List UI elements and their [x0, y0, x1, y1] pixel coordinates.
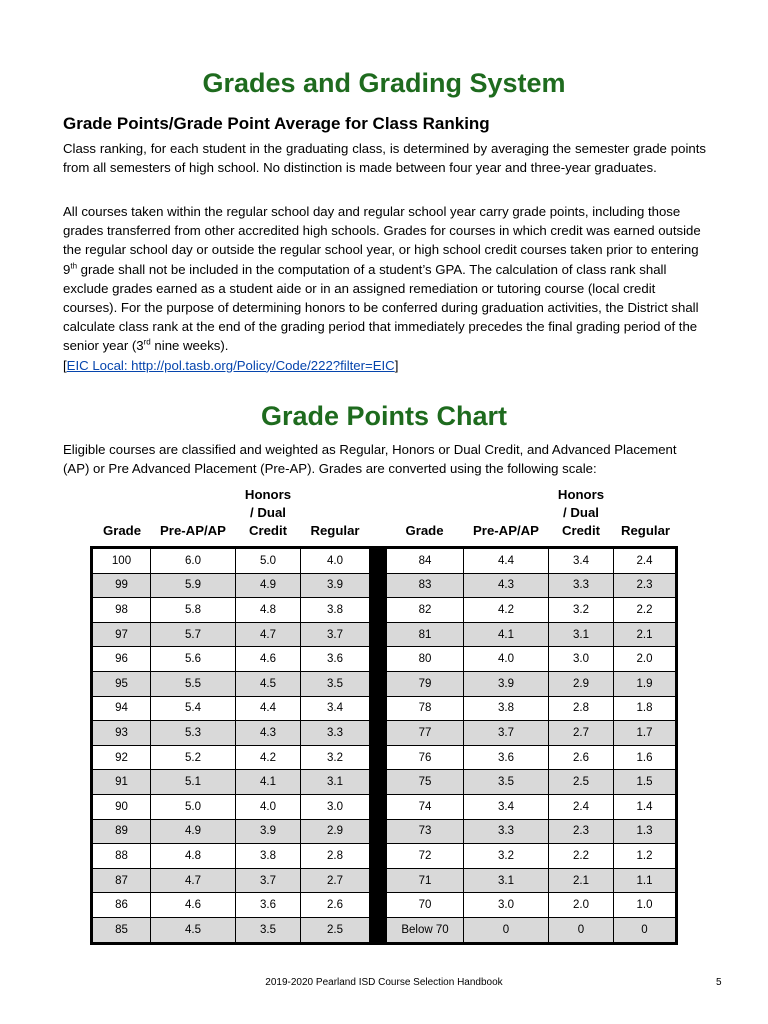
regular-cell: 1.5 — [614, 770, 677, 795]
grade-cell: 92 — [92, 745, 151, 770]
preap-cell: 3.9 — [464, 671, 549, 696]
table-divider — [370, 868, 387, 893]
preap-cell: 5.1 — [151, 770, 236, 795]
table-divider — [370, 671, 387, 696]
regular-cell: 1.3 — [614, 819, 677, 844]
table-row — [92, 622, 677, 647]
regular-cell: 3.3 — [301, 721, 370, 746]
paragraph-text: All courses taken within the regular school day and regular school year carry grade points, including those grades transferred from other accredited high schools. Grades for courses in which credit was earned outside the regular school day or outside the regular school year, or high school credit courses taken prior to entering 9 — [63, 204, 701, 277]
regular-cell: 1.6 — [614, 745, 677, 770]
regular-cell: 4.0 — [301, 548, 370, 574]
honors-cell: 3.1 — [549, 622, 614, 647]
preap-cell: 4.6 — [151, 893, 236, 918]
grade-cell: 94 — [92, 696, 151, 721]
grade-points-table — [90, 546, 678, 945]
table-row — [92, 696, 677, 721]
regular-cell: 3.4 — [301, 696, 370, 721]
regular-cell: 2.0 — [614, 647, 677, 672]
grade-table-body — [92, 548, 677, 944]
table-divider — [370, 917, 387, 943]
grade-cell: 97 — [92, 622, 151, 647]
honors-cell: 2.3 — [549, 819, 614, 844]
honors-cell: 3.6 — [236, 893, 301, 918]
preap-cell: 4.9 — [151, 819, 236, 844]
preap-cell: 4.7 — [151, 868, 236, 893]
honors-cell: 3.9 — [236, 819, 301, 844]
grade-cell: 85 — [92, 917, 151, 943]
grade-cell: 79 — [387, 671, 464, 696]
grade-cell: 98 — [92, 598, 151, 623]
table-divider — [370, 745, 387, 770]
grade-cell: 72 — [387, 844, 464, 869]
grade-cell: 86 — [92, 893, 151, 918]
honors-cell: 2.6 — [549, 745, 614, 770]
preap-cell: 4.5 — [151, 917, 236, 943]
regular-cell: 2.5 — [301, 917, 370, 943]
preap-cell: 5.8 — [151, 598, 236, 623]
table-row — [92, 819, 677, 844]
honors-cell: 2.5 — [549, 770, 614, 795]
grade-cell: 75 — [387, 770, 464, 795]
page-title: Grades and Grading System — [202, 68, 566, 98]
grade-cell: 100 — [92, 548, 151, 574]
grade-cell: 93 — [92, 721, 151, 746]
table-divider — [370, 721, 387, 746]
preap-cell: 5.2 — [151, 745, 236, 770]
table-divider — [370, 770, 387, 795]
grade-cell: 91 — [92, 770, 151, 795]
honors-cell: 2.8 — [549, 696, 614, 721]
preap-cell: 0 — [464, 917, 549, 943]
preap-cell: 5.5 — [151, 671, 236, 696]
preap-cell: 6.0 — [151, 548, 236, 574]
honors-cell: 4.7 — [236, 622, 301, 647]
grade-cell: 76 — [387, 745, 464, 770]
preap-cell: 3.5 — [464, 770, 549, 795]
header-regular: Regular — [620, 523, 671, 538]
honors-cell: 2.4 — [549, 794, 614, 819]
regular-cell: 2.8 — [301, 844, 370, 869]
table-divider — [370, 573, 387, 598]
regular-cell: 2.4 — [614, 548, 677, 574]
regular-cell: 1.2 — [614, 844, 677, 869]
preap-cell: 5.7 — [151, 622, 236, 647]
grade-cell: 90 — [92, 794, 151, 819]
regular-cell: 3.0 — [301, 794, 370, 819]
honors-cell: 4.4 — [236, 696, 301, 721]
honors-cell: 4.6 — [236, 647, 301, 672]
regular-cell: 2.9 — [301, 819, 370, 844]
table-divider — [370, 696, 387, 721]
regular-cell: 2.2 — [614, 598, 677, 623]
preap-cell: 5.0 — [151, 794, 236, 819]
honors-cell: 4.9 — [236, 573, 301, 598]
page-number: 5 — [716, 977, 722, 988]
honors-cell: 4.5 — [236, 671, 301, 696]
header-honors-line: Honors — [244, 487, 292, 502]
honors-cell: 3.4 — [549, 548, 614, 574]
preap-cell: 3.0 — [464, 893, 549, 918]
superscript: th — [70, 261, 78, 271]
header-honors — [236, 486, 300, 540]
table-row — [92, 745, 677, 770]
grade-cell: 87 — [92, 868, 151, 893]
honors-cell: 3.0 — [549, 647, 614, 672]
regular-cell: 2.7 — [301, 868, 370, 893]
honors-cell: 4.1 — [236, 770, 301, 795]
table-row — [92, 917, 677, 943]
preap-cell: 3.6 — [464, 745, 549, 770]
regular-cell: 1.8 — [614, 696, 677, 721]
regular-cell: 2.6 — [301, 893, 370, 918]
grade-cell: 99 — [92, 573, 151, 598]
regular-cell: 2.3 — [614, 573, 677, 598]
paragraph-text: grade shall not be included in the computation of a student’s GPA. The calculation of class rank shall exclude grades earned as a student aide or in an assigned remediation or tutoring course (local credit courses). For the purpose of determining honors to be conferred during graduation activities, the District shall calculate class rank at the end of the grading period that immediately precedes the final grading period of the senior year (3 — [63, 261, 699, 354]
header-regular: Regular — [310, 523, 360, 538]
regular-cell: 1.1 — [614, 868, 677, 893]
table-divider — [370, 647, 387, 672]
preap-cell: 5.9 — [151, 573, 236, 598]
preap-cell: 3.7 — [464, 721, 549, 746]
superscript: rd — [143, 338, 151, 348]
grade-cell: 89 — [92, 819, 151, 844]
honors-cell: 4.8 — [236, 598, 301, 623]
preap-cell: 3.1 — [464, 868, 549, 893]
paragraph-text: nine weeks). — [150, 338, 229, 354]
header-preap: Pre-AP/AP — [473, 523, 539, 538]
section-heading: Grade Points/Grade Point Average for Class Ranking — [63, 114, 490, 133]
honors-cell: 2.7 — [549, 721, 614, 746]
header-preap: Pre-AP/AP — [160, 523, 226, 538]
honors-cell: 3.3 — [549, 573, 614, 598]
honors-cell: 4.2 — [236, 745, 301, 770]
regular-cell: 1.7 — [614, 721, 677, 746]
header-honors-line: / Dual — [563, 505, 599, 520]
regular-cell: 1.0 — [614, 893, 677, 918]
preap-cell: 3.8 — [464, 696, 549, 721]
regular-cell: 1.4 — [614, 794, 677, 819]
table-divider — [370, 794, 387, 819]
table-row — [92, 548, 677, 574]
class-ranking-paragraph: Class ranking, for each student in the graduating class, is determined by averaging the semester grade points from all semesters of high school. No distinction is made between four year and three-year graduates. — [63, 141, 706, 176]
preap-cell: 3.4 — [464, 794, 549, 819]
table-divider — [370, 548, 387, 574]
honors-cell: 4.3 — [236, 721, 301, 746]
honors-cell: 2.2 — [549, 844, 614, 869]
grade-cell: 77 — [387, 721, 464, 746]
regular-cell: 3.1 — [301, 770, 370, 795]
table-row — [92, 671, 677, 696]
grade-cell: 78 — [387, 696, 464, 721]
table-row — [92, 721, 677, 746]
regular-cell: 3.5 — [301, 671, 370, 696]
grade-cell: 71 — [387, 868, 464, 893]
regular-cell: 3.2 — [301, 745, 370, 770]
grade-cell: 83 — [387, 573, 464, 598]
table-divider — [370, 598, 387, 623]
grade-cell: 81 — [387, 622, 464, 647]
grade-points-paragraph — [63, 202, 706, 375]
header-honors-line: / Dual — [250, 505, 286, 520]
table-row — [92, 770, 677, 795]
preap-cell: 5.4 — [151, 696, 236, 721]
header-honors-line: Credit — [248, 523, 288, 538]
preap-cell: 5.3 — [151, 721, 236, 746]
eic-policy-link[interactable]: EIC Local: http://pol.tasb.org/Policy/Code/222?filter=EIC — [66, 357, 395, 373]
grade-cell: 88 — [92, 844, 151, 869]
chart-title: Grade Points Chart — [260, 401, 508, 431]
table-row — [92, 794, 677, 819]
grade-cell: 84 — [387, 548, 464, 574]
table-divider — [370, 893, 387, 918]
bracket: [ — [63, 357, 67, 373]
table-row — [92, 647, 677, 672]
grade-cell: 95 — [92, 671, 151, 696]
grade-cell: 70 — [387, 893, 464, 918]
table-row — [92, 893, 677, 918]
honors-cell: 3.2 — [549, 598, 614, 623]
honors-cell: 5.0 — [236, 548, 301, 574]
table-divider — [370, 844, 387, 869]
grade-cell: Below 70 — [387, 917, 464, 943]
regular-cell: 3.6 — [301, 647, 370, 672]
regular-cell: 3.7 — [301, 622, 370, 647]
honors-cell: 3.8 — [236, 844, 301, 869]
regular-cell: 0 — [614, 917, 677, 943]
preap-cell: 4.3 — [464, 573, 549, 598]
table-row — [92, 868, 677, 893]
header-honors-line: Honors — [557, 487, 605, 502]
grade-cell: 73 — [387, 819, 464, 844]
honors-cell: 0 — [549, 917, 614, 943]
grade-cell: 80 — [387, 647, 464, 672]
honors-cell: 4.0 — [236, 794, 301, 819]
table-row — [92, 598, 677, 623]
preap-cell: 3.2 — [464, 844, 549, 869]
preap-cell: 3.3 — [464, 819, 549, 844]
regular-cell: 2.1 — [614, 622, 677, 647]
header-honors-line: Credit — [561, 523, 601, 538]
footer-text: 2019-2020 Pearland ISD Course Selection Handbook — [265, 977, 503, 988]
chart-intro-paragraph: Eligible courses are classified and weighted as Regular, Honors or Dual Credit, and Advanced Placement (AP) or Pre Advanced Placement (Pre-AP). Grades are converted using the following scale: — [63, 442, 677, 477]
header-grade: Grade — [405, 523, 444, 538]
grade-cell: 96 — [92, 647, 151, 672]
header-honors — [549, 486, 613, 540]
honors-cell: 3.7 — [236, 868, 301, 893]
preap-cell: 5.6 — [151, 647, 236, 672]
preap-cell: 4.8 — [151, 844, 236, 869]
table-divider — [370, 622, 387, 647]
bracket: ] — [394, 357, 399, 373]
regular-cell: 3.8 — [301, 598, 370, 623]
preap-cell: 4.0 — [464, 647, 549, 672]
preap-cell: 4.2 — [464, 598, 549, 623]
table-row — [92, 844, 677, 869]
preap-cell: 4.4 — [464, 548, 549, 574]
header-grade: Grade — [102, 523, 142, 538]
table-divider — [370, 819, 387, 844]
honors-cell: 3.5 — [236, 917, 301, 943]
regular-cell: 3.9 — [301, 573, 370, 598]
grade-cell: 82 — [387, 598, 464, 623]
honors-cell: 2.9 — [549, 671, 614, 696]
honors-cell: 2.0 — [549, 893, 614, 918]
grade-cell: 74 — [387, 794, 464, 819]
preap-cell: 4.1 — [464, 622, 549, 647]
regular-cell: 1.9 — [614, 671, 677, 696]
table-row — [92, 573, 677, 598]
honors-cell: 2.1 — [549, 868, 614, 893]
